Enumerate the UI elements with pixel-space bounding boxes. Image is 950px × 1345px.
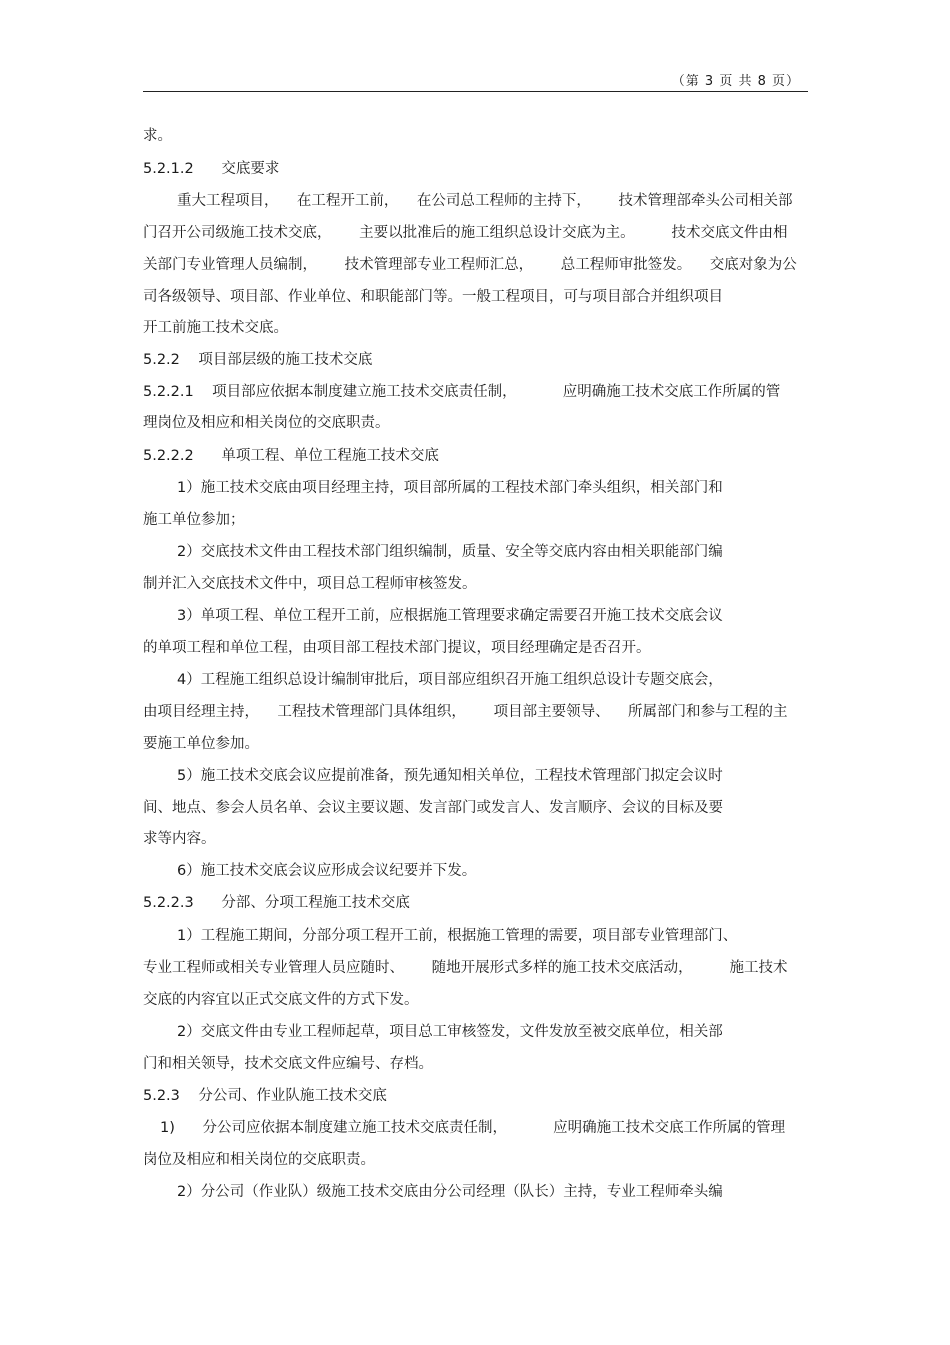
section-heading: 5.2.2 项目部层级的施工技术交底 [143,352,373,368]
body-line: 要施工单位参加。 [143,736,259,752]
body-line: 司各级领导、项目部、作业单位、和职能部门等。一般工程项目，可与项目部合并组织项目 [143,289,723,305]
list-item: 3）单项工程、单位工程开工前，应根据施工管理要求确定需要召开施工技术交底会议 [177,608,723,624]
body-line: 施工单位参加； [143,512,245,528]
section-heading: 5.2.2.3 分部、分项工程施工技术交底 [143,895,410,911]
body-line: 开工前施工技术交底。 [143,320,288,336]
body-line: 门召开公司级施工技术交底， 主要以批准后的施工组织总设计交底为主。 技术交底文件由相 [143,225,788,241]
body-line: 5.2.2.1 项目部应依据本制度建立施工技术交底责任制， 应明确施工技术交底工作所属的管 [143,384,781,400]
body-line: 门和相关领导，技术交底文件应编号、存档。 [143,1056,433,1072]
list-item: 1）工程施工期间，分部分项工程开工前，根据施工管理的需要，项目部专业管理部门、 [177,928,738,944]
list-item: 2）交底技术文件由工程技术部门组织编制，质量、安全等交底内容由相关职能部门编 [177,544,723,560]
body-line: 专业工程师或相关专业管理人员应随时、 随地开展形式多样的施工技术交底活动， 施工技术 [143,960,788,976]
list-item: 1) 分公司应依据本制度建立施工技术交底责任制， 应明确施工技术交底工作所属的管理 [160,1120,786,1136]
list-item: 4）工程施工组织总设计编制审批后，项目部应组织召开施工组织总设计专题交底会， [177,672,723,688]
section-heading: 5.2.2.2 单项工程、单位工程施工技术交底 [143,448,439,464]
section-heading: 5.2.3 分公司、作业队施工技术交底 [143,1088,387,1104]
body-line: 间、地点、参会人员名单、会议主要议题、发言部门或发言人、发言顺序、会议的目标及要 [143,800,723,816]
body-line: 的单项工程和单位工程，由项目部工程技术部门提议，项目经理确定是否召开。 [143,640,651,656]
body-line: 重大工程项目， 在工程开工前， 在公司总工程师的主持下， 技术管理部牵头公司相关部 [177,193,793,209]
section-heading: 5.2.1.2 交底要求 [143,161,280,177]
list-item: 2）交底文件由专业工程师起草，项目总工审核签发，文件发放至被交底单位，相关部 [177,1024,723,1040]
body-line: 制并汇入交底技术文件中，项目总工程师审核签发。 [143,576,477,592]
body-line: 交底的内容宜以正式交底文件的方式下发。 [143,992,419,1008]
page-header [143,66,808,92]
page-number: （第 3 页 共 8 页） [671,74,800,89]
list-item: 6）施工技术交底会议应形成会议纪要并下发。 [177,863,477,879]
list-item: 5）施工技术交底会议应提前准备，预先通知相关单位，工程技术管理部门拟定会议时 [177,768,723,784]
body-line: 求。 [143,128,172,144]
body-line: 理岗位及相应和相关岗位的交底职责。 [143,415,390,431]
body-line: 关部门专业管理人员编制， 技术管理部专业工程师汇总， 总工程师审批签发。 交底对象为公 [143,257,797,273]
body-line: 岗位及相应和相关岗位的交底职责。 [143,1152,375,1168]
list-item: 2）分公司（作业队）级施工技术交底由分公司经理（队长）主持，专业工程师牵头编 [177,1184,723,1200]
body-line: 求等内容。 [143,831,216,847]
list-item: 1）施工技术交底由项目经理主持，项目部所属的工程技术部门牵头组织，相关部门和 [177,480,723,496]
body-line: 由项目经理主持， 工程技术管理部门具体组织， 项目部主要领导、 所属部门和参与工程的主 [143,704,788,720]
